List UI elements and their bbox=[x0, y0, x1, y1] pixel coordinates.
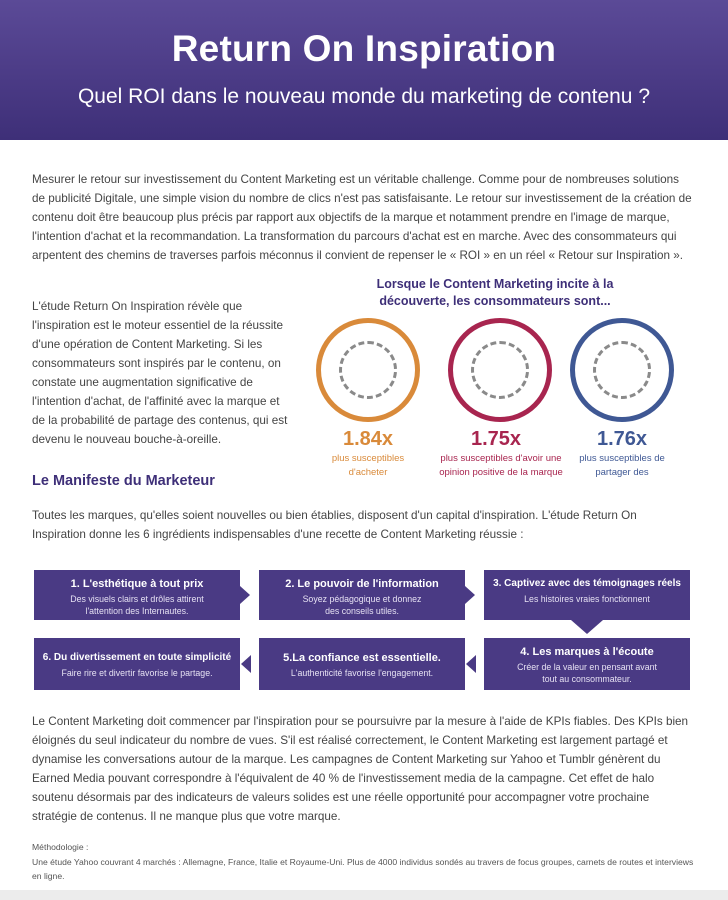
conclusion-paragraph: Le Content Marketing doit commencer par l'inspiration pour se poursuivre par la mesure à l'aide de KPIs fiables. Des KPIs bien éloignés du seul indicateur du nombre de vues. S'il est réalisé correctement, le Content Marketing est largement partagé et dynamise les conversations autour de la marque. Les campagnes de Content Marketing sur Yahoo et Tumblr génèrent du Earned Media pouvant correspondre à l'équivalent de 40 % de l'investissement media de la campagne. Cet effet de halo soutenu désormais par des indicateurs de valeurs solides est une réelle opportunité pour accompagner votre prochaine stratégie de contenus. Il ne manque plus que votre marque. bbox=[32, 715, 689, 823]
step-title: 1. L'esthétique à tout prix bbox=[70, 578, 204, 590]
step-desc: L'authenticité favorise l'engagement. bbox=[290, 668, 434, 678]
arrow-left-icon bbox=[241, 655, 251, 673]
step-desc: Des visuels clairs et drôles attirent l'attention des Internautes. bbox=[70, 594, 204, 616]
methodology-title: Méthodologie : bbox=[32, 842, 89, 852]
arrow-right-icon bbox=[240, 586, 250, 604]
manifesto-step-2 bbox=[259, 570, 465, 620]
step-title: 2. Le pouvoir de l'information bbox=[285, 578, 439, 590]
stat-value: 1.76x bbox=[596, 428, 648, 450]
page-subtitle: Quel ROI dans le nouveau monde du marketing de contenu ? bbox=[77, 85, 651, 108]
step-desc: Créer de la valeur en pensant avant tout au consommateur. bbox=[517, 662, 657, 684]
manifesto-step-1 bbox=[34, 570, 240, 620]
stat-value: 1.75x bbox=[470, 428, 522, 450]
manifesto-step-5 bbox=[259, 638, 465, 690]
header-banner bbox=[0, 0, 728, 140]
arrow-left-icon bbox=[466, 655, 476, 673]
step-title: 6. Du divertissement en toute simplicité bbox=[42, 652, 232, 663]
step-title: 5.La confiance est essentielle. bbox=[283, 652, 441, 664]
stat-label: plus susceptibles d'avoir une opinion positive de la marque bbox=[439, 453, 563, 478]
methodology-text: Une étude Yahoo couvrant 4 marchés : Allemagne, France, Italie et Royaume-Uni. Plus de 4000 individus sondés au travers de focus groupes, carnets de routes et interviews en ligne. bbox=[32, 857, 694, 881]
stat-label: plus susceptibles d'acheter bbox=[331, 453, 405, 478]
manifesto-step-6 bbox=[34, 638, 240, 690]
stat-label: plus susceptibles de partager des bbox=[579, 453, 665, 478]
arrow-down-icon bbox=[571, 620, 603, 634]
step-desc: Les histoires vraies fonctionnent bbox=[524, 594, 650, 604]
stat-ring-blue bbox=[570, 318, 674, 422]
page-title: Return On Inspiration bbox=[171, 28, 557, 69]
stat-ring-orange bbox=[316, 318, 420, 422]
arrow-right-icon bbox=[465, 586, 475, 604]
stat-ring-crimson bbox=[448, 318, 552, 422]
dashed-circle-icon bbox=[593, 341, 651, 399]
stat-value: 1.84x bbox=[342, 428, 394, 450]
manifesto-title: Le Manifeste du Marketeur bbox=[32, 473, 215, 489]
stats-title: Lorsque le Content Marketing incite à la découverte, les consommateurs sont... bbox=[376, 277, 614, 308]
study-paragraph: L'étude Return On Inspiration révèle que l'inspiration est le moteur essentiel de la réussite d'une opération de Content Marketing. Si les consommateurs sont inspirés par le contenu, on constate une augmentation significative de l'intention d'achat, de l'affinité avec la marque et de la probabilité de partage des contenus, qui est devenu le nouveau bouche-à-oreille. bbox=[32, 300, 288, 446]
step-title: 4. Les marques à l'écoute bbox=[520, 646, 654, 658]
footer-band bbox=[0, 890, 728, 900]
step-desc: Soyez pédagogique et donnez des conseils utiles. bbox=[302, 594, 422, 616]
step-desc: Faire rire et divertir favorise le partage. bbox=[61, 668, 213, 678]
step-title: 3. Captivez avec des témoignages réels bbox=[493, 578, 681, 589]
dashed-circle-icon bbox=[339, 341, 397, 399]
dashed-circle-icon bbox=[471, 341, 529, 399]
manifesto-step-3 bbox=[484, 570, 690, 620]
intro-paragraph: Mesurer le retour sur investissement du Content Marketing est un véritable challenge. Comme pour de nombreuses solutions de publicité Digitale, une simple vision du nombre de clics n'est pas satisfaisante. Le retour sur investissement de la création de contenu doit être beaucoup plus précis par rapport aux objectifs de la marque et notamment prendre en l'image de marque, l'intention d'achat et la recommandation. La transformation du parcours d'achat est en marche. Avec des consommateurs qui arpentent des chemins de traverses parfois méconnus il convient de repenser le « ROI » en un réel « Retour sur Inspiration ». bbox=[32, 173, 692, 262]
manifesto-step-4 bbox=[484, 638, 690, 690]
manifesto-intro: Toutes les marques, qu'elles soient nouvelles ou bien établies, disposent d'un capital d'inspiration. L'étude Return On Inspiration donne les 6 ingrédients indispensables d'une recette de Content Marketing réussie : bbox=[32, 509, 637, 541]
